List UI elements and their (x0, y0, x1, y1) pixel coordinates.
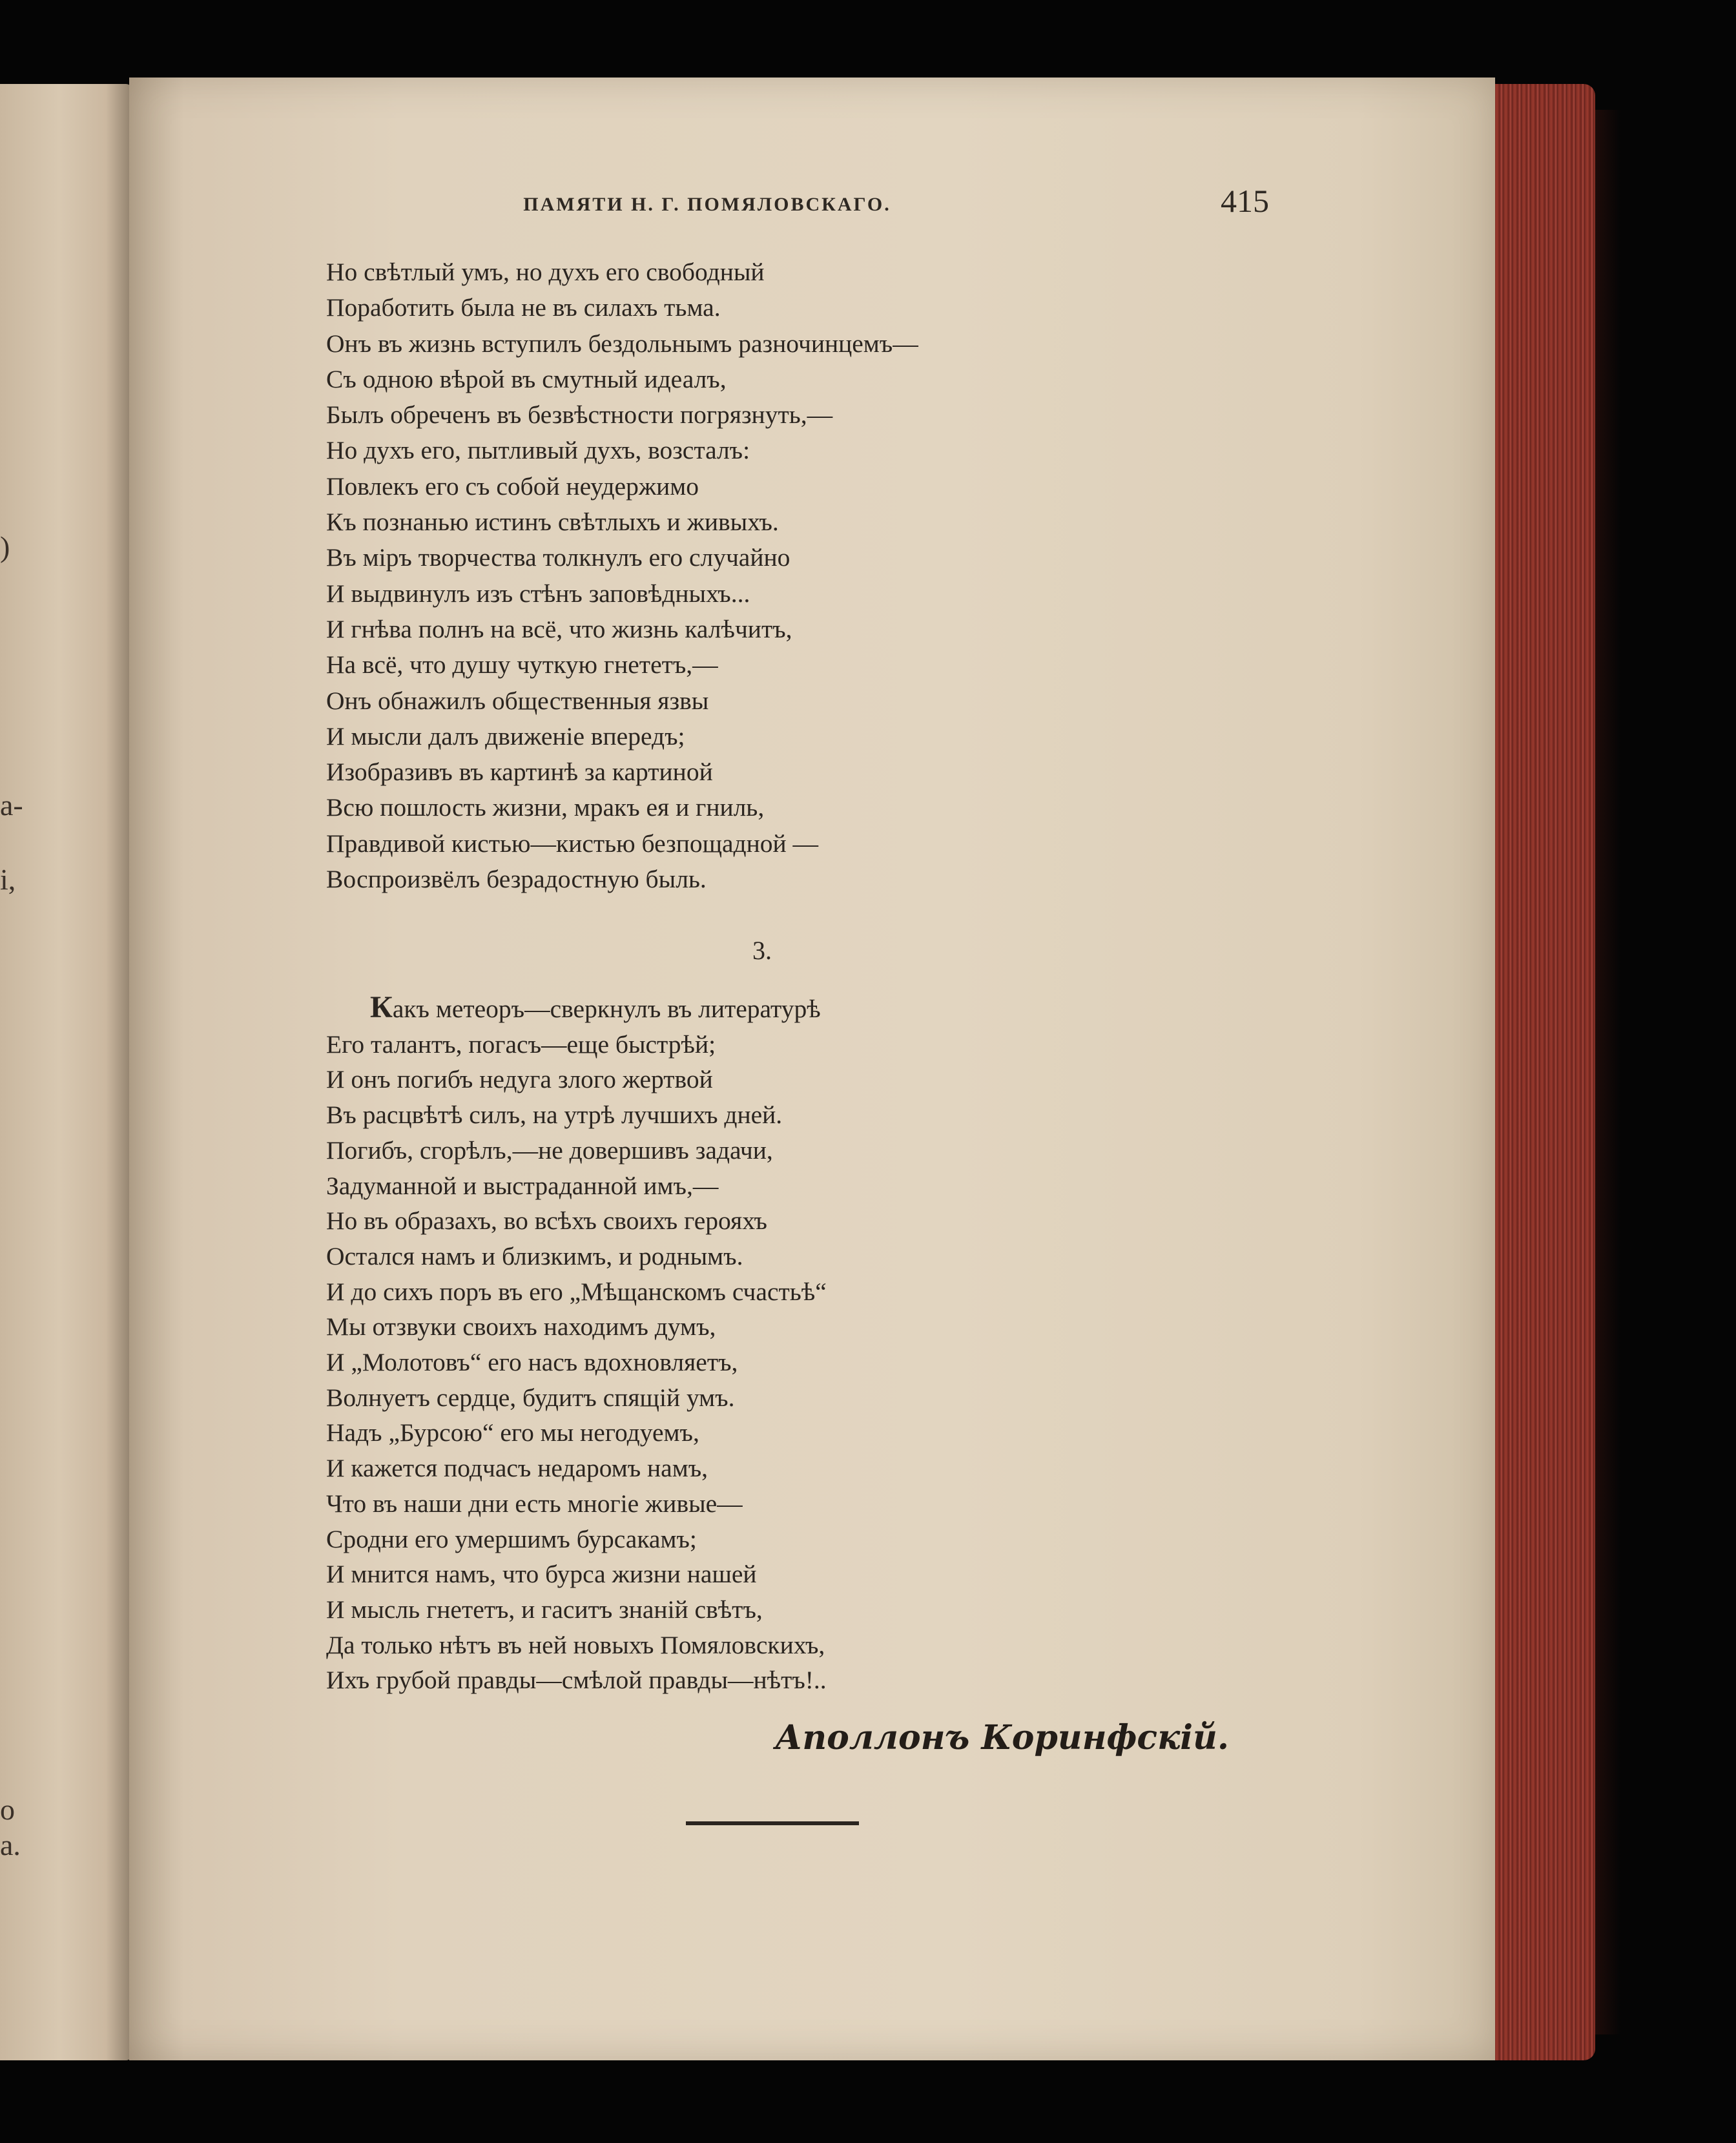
poem-line: Съ одною вѣрой въ смутный идеалъ, (326, 364, 727, 393)
poem-line: Надъ „Бурсою“ его мы негодуемъ, (326, 1418, 699, 1447)
poem-line: И кажется подчасъ недаромъ намъ, (326, 1454, 708, 1483)
poem-line: И мысли далъ движеніе впередъ; (326, 721, 685, 751)
end-rule (686, 1821, 859, 1825)
poem-line: Да только нѣтъ въ ней новыхъ Помяловскихъ, (326, 1630, 825, 1659)
poem-line: И мнится намъ, что бурса жизни нашей (326, 1560, 757, 1589)
poem-line: Воспроизвёлъ безрадостную быль. (326, 865, 707, 894)
poem-stanza-1 (326, 254, 918, 897)
poem-line: Правдивой кистью—кистью безпощадной — (326, 829, 819, 858)
poem-line: И выдвинулъ изъ стѣнъ заповѣдныхъ... (326, 579, 750, 608)
poem-line: Погибъ, сгорѣлъ,—не довершивъ задачи, (326, 1135, 773, 1165)
poem-line: И мысль гнететъ, и гаситъ знаній свѣтъ, (326, 1595, 763, 1624)
poem-line: Мы отзвуки своихъ находимъ думъ, (326, 1312, 716, 1341)
page-edges (1485, 84, 1595, 2060)
poem-line: Изобразивъ въ картинѣ за картиной (326, 758, 713, 787)
poem-line: Въ міръ творчества толкнулъ его случайно (326, 543, 790, 572)
poem-line: И до сихъ поръ въ его „Мѣщанскомъ счастьѣ“ (326, 1277, 827, 1306)
section-number: 3. (752, 936, 772, 965)
left-page-fragment: ) (0, 530, 10, 563)
poem-line: Поработить была не въ силахъ тьма. (326, 293, 721, 322)
poem-line: И гнѣва полнъ на всё, что жизнь калѣчитъ, (326, 614, 792, 643)
running-title: ПАМЯТИ Н. Г. ПОМЯЛОВСКАГО. (523, 194, 891, 215)
poem-line: Но въ образахъ, во всѣхъ своихъ герояхъ (326, 1206, 767, 1236)
poem-line-text: акъ метеоръ—сверкнулъ въ литературѣ (392, 995, 821, 1023)
poem-line: Но свѣтлый умъ, но духъ его свободный (326, 258, 765, 286)
poem-line: И „Молотовъ“ его насъ вдохновляетъ, (326, 1348, 738, 1377)
poem-line: Былъ обреченъ въ безвѣстности погрязнуть,— (326, 400, 833, 430)
left-page-fragment: о (0, 1793, 15, 1826)
poem-line: И онъ погибъ недуга злого жертвой (326, 1065, 713, 1094)
poem-stanza-2 (326, 990, 827, 1698)
poem-line: Къ познанью истинъ свѣтлыхъ и живыхъ. (326, 508, 779, 537)
poem-line: Что въ наши дни есть многіе живые— (326, 1489, 743, 1518)
poem-line: Всю пошлость жизни, мракъ ея и гниль, (326, 793, 765, 822)
poem-line: Онъ обнажилъ общественныя язвы (326, 686, 709, 715)
drop-cap: К (370, 990, 393, 1024)
page-number: 415 (1221, 183, 1269, 219)
poem-line-first (326, 990, 827, 1027)
poem-line: Остался намъ и близкимъ, и роднымъ. (326, 1241, 743, 1270)
poem-line: Задуманной и выстраданной имъ,— (326, 1171, 719, 1200)
poem-line: Онъ въ жизнь вступилъ бездольнымъ разночинцемъ— (326, 329, 918, 358)
poem-line: Но духъ его, пытливый духъ, возсталъ: (326, 436, 750, 465)
left-page (0, 84, 132, 2060)
left-page-fragment: а- (0, 789, 23, 822)
poem-line: Сродни его умершимъ бурсакамъ; (326, 1524, 697, 1553)
poem-line: Ихъ грубой правды—смѣлой правды—нѣтъ!.. (326, 1666, 827, 1695)
poem-line: Повлекъ его съ собой неудержимо (326, 471, 699, 501)
left-page-fragment: а. (0, 1828, 21, 1861)
poem-line: Его талантъ, погасъ—еще быстрѣй; (326, 1030, 716, 1059)
poem-line: Въ расцвѣтѣ силъ, на утрѣ лучшихъ дней. (326, 1101, 783, 1130)
poem-line: Волнуетъ сердце, будитъ спящій умъ. (326, 1383, 735, 1412)
author-signature: Аполлонъ Коринфскій. (775, 1718, 1229, 1757)
left-page-fragment: і, (0, 863, 16, 896)
poem-line: На всё, что душу чуткую гнететъ,— (326, 650, 718, 679)
